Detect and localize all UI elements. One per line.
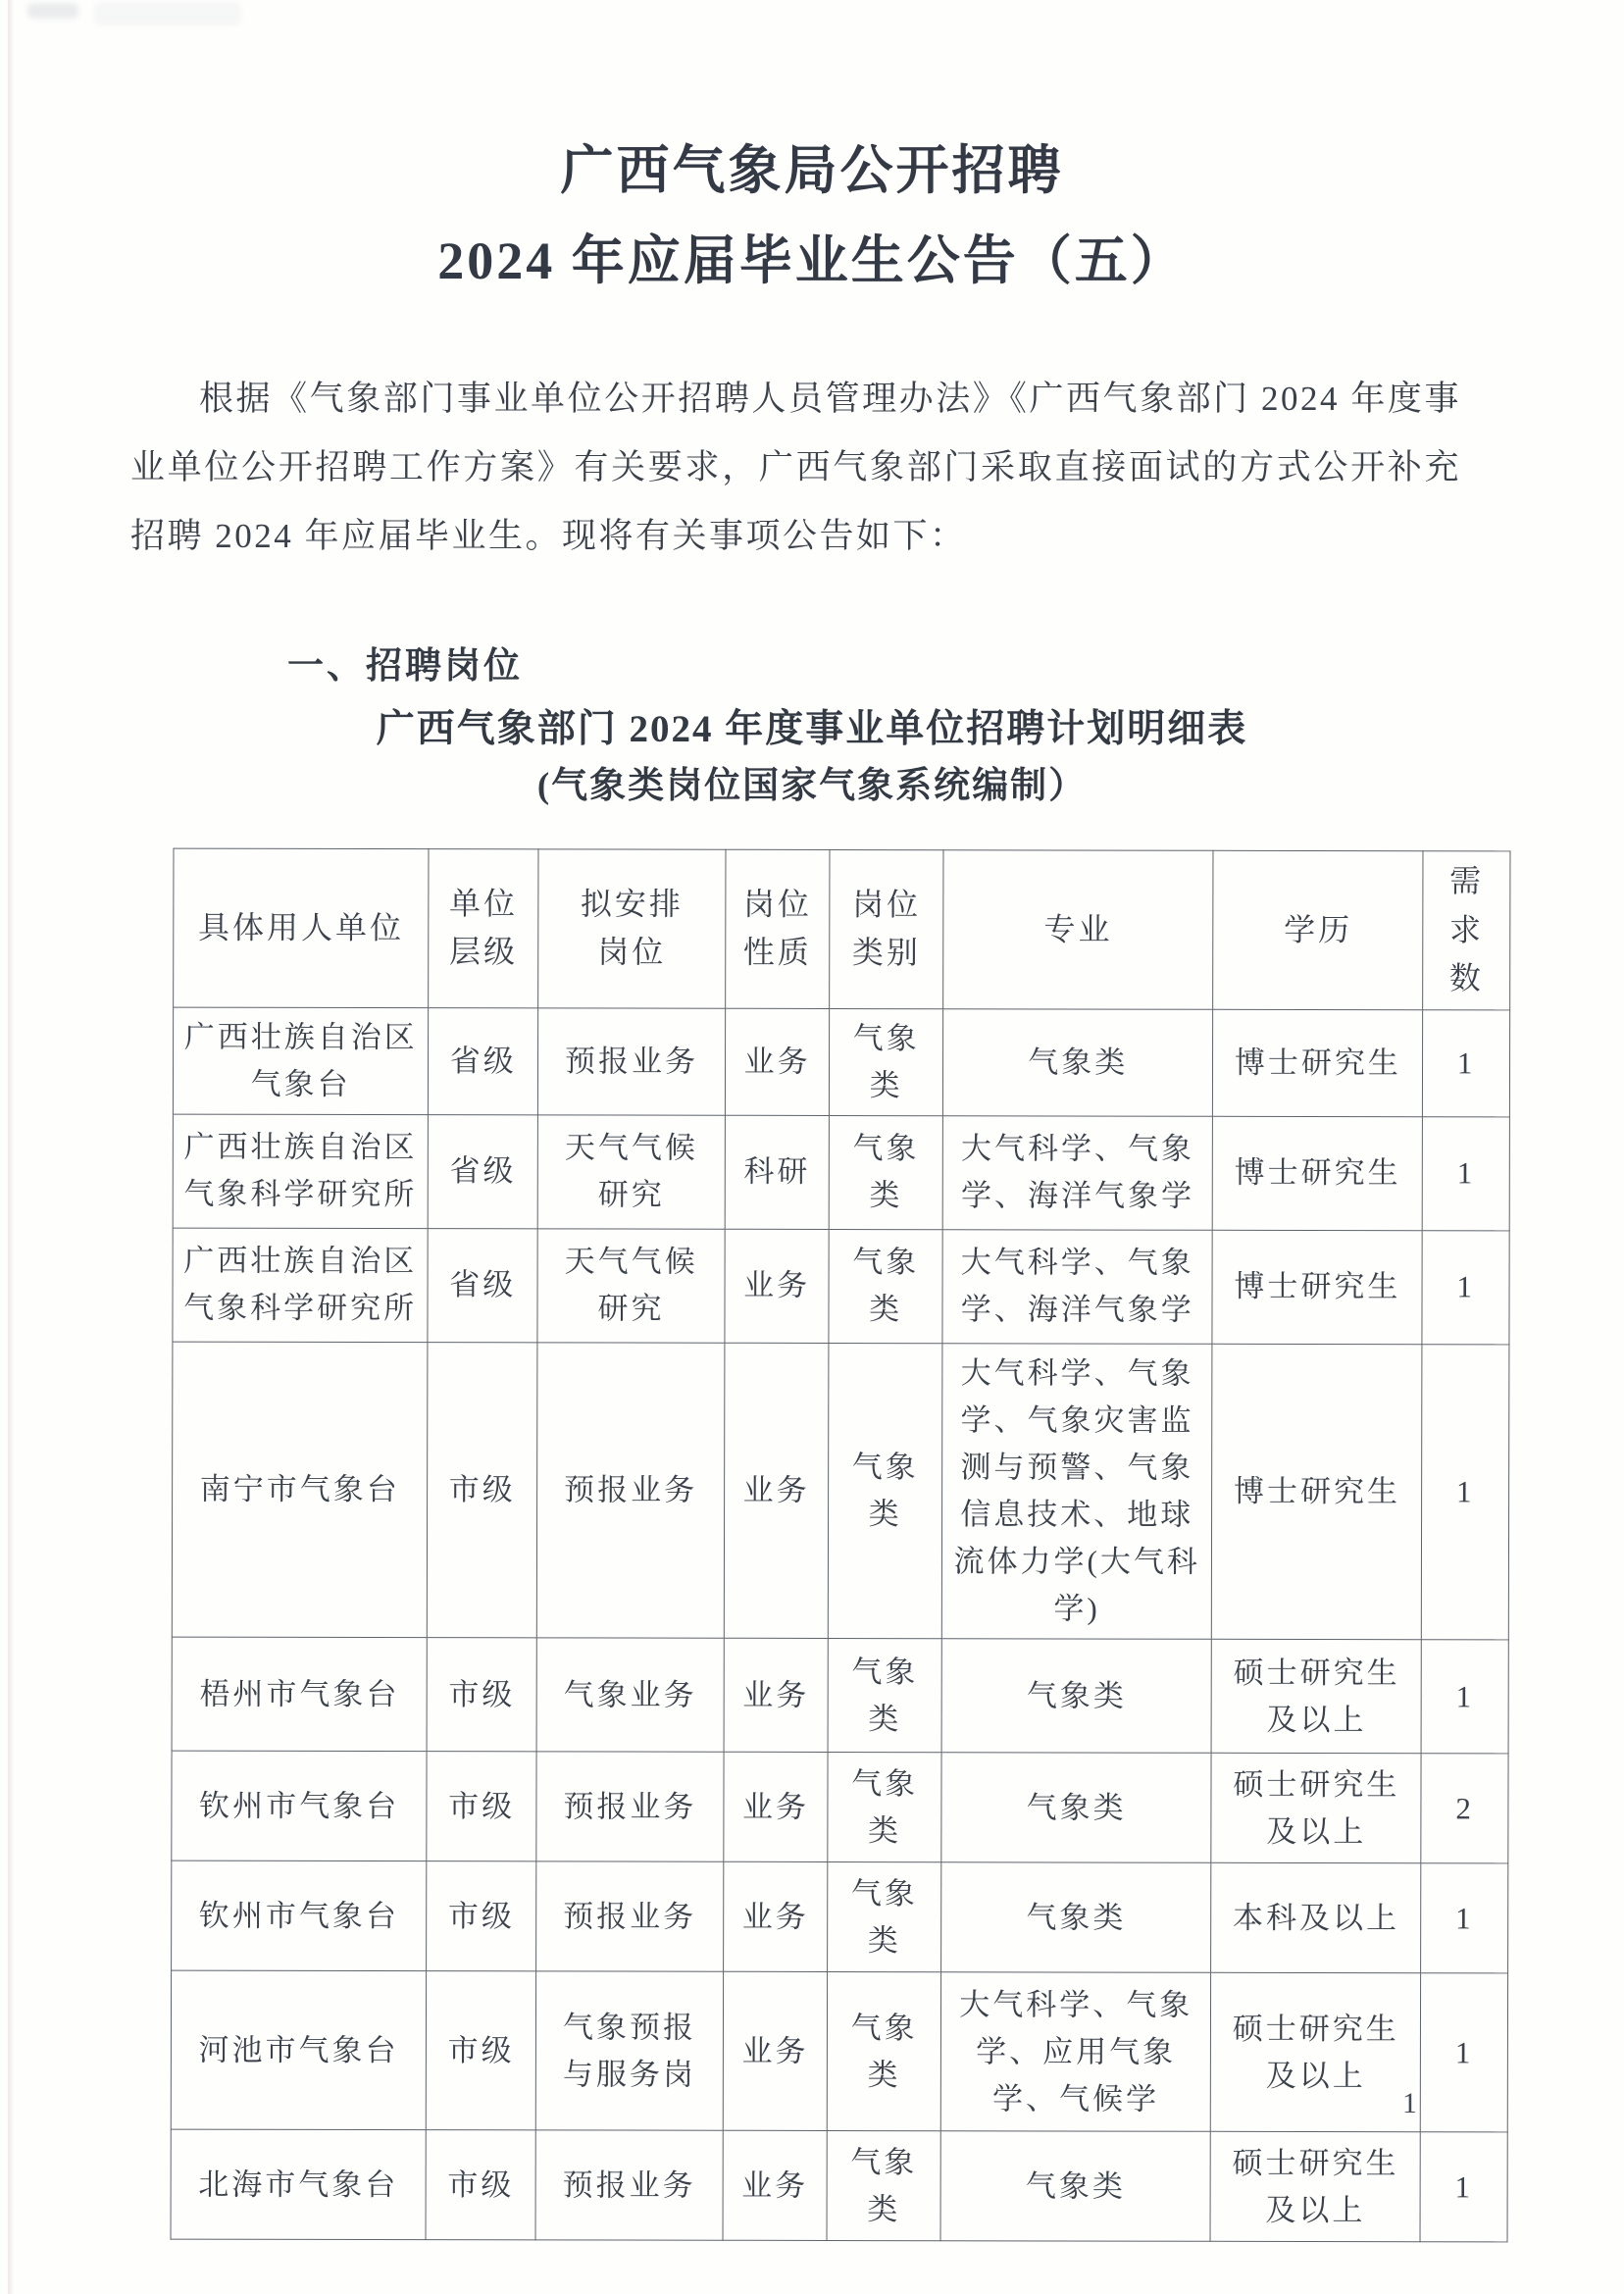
table-title: 广西气象部门 2024 年度事业单位招聘计划明细表 [376,708,1248,750]
table-header-cell: 专业 [943,850,1214,1009]
table-cell: 气象类 [827,1972,940,2131]
table-cell: 大气科学、气象学、气象灾害监测与预警、气象信息技术、地球流体力学(大气科学) [941,1344,1212,1640]
table-row [171,1970,1507,2132]
table-cell: 气象类 [827,2131,940,2241]
table-row [173,1007,1509,1117]
table-cell: 气象类 [829,1229,942,1343]
table-cell: 科研 [725,1115,830,1229]
table-cell: 硕士研究生及以上 [1210,2131,1420,2241]
table-cell: 本科及以上 [1211,1862,1421,1972]
table-cell: 市级 [427,1971,536,2130]
title-line-2: 2024 年应届毕业生公告（五） [437,231,1187,290]
page-number: 1 [1402,2087,1418,2119]
table-cell: 预报业务 [535,2130,723,2240]
table-cell: 气象类 [941,1753,1212,1863]
table-cell: 气象预报与服务岗 [535,1971,723,2130]
table-cell: 省级 [429,1114,538,1228]
table-cell: 硕士研究生及以上 [1211,1639,1421,1753]
table-cell: 业务 [725,1229,830,1343]
table-cell: 业务 [723,1861,828,1971]
table-header-cell: 学历 [1213,850,1423,1009]
table-cell: 广西壮族自治区气象台 [173,1007,429,1115]
table-cell: 气象类 [940,2131,1211,2242]
table-cell: 博士研究生 [1212,1344,1423,1640]
table-cell: 南宁市气象台 [172,1342,428,1638]
table-cell: 业务 [725,1008,830,1115]
table-cell: 预报业务 [536,1861,724,1971]
table-cell: 市级 [427,1752,536,1861]
table-cell: 业务 [723,2130,828,2240]
table-cell: 气象类 [829,1115,942,1229]
table-cell: 博士研究生 [1212,1230,1422,1344]
table-cell: 省级 [428,1228,537,1342]
table-cell: 气象业务 [536,1638,724,1752]
table-cell: 1 [1421,1640,1508,1754]
table-cell: 大气科学、气象学、海洋气象学 [942,1230,1213,1345]
table-cell: 气象类 [942,1008,1213,1116]
table-cell: 省级 [429,1007,538,1114]
table-cell: 预报业务 [538,1008,726,1115]
table-cell: 市级 [427,1861,536,1971]
table-row [173,1228,1509,1345]
table-cell: 气象类 [830,1008,943,1115]
table-cell: 气象类 [941,1639,1212,1754]
table-cell: 钦州市气象台 [172,1751,428,1861]
section-heading-recruitment-positions: 一、招聘岗位 [287,646,523,687]
recruitment-table [171,848,1511,2243]
table-cell: 广西壮族自治区气象科学研究所 [173,1114,429,1229]
table-cell: 博士研究生 [1213,1116,1423,1230]
scan-smudge-artifact [94,2,241,25]
table-header-cell: 岗位 性质 [726,849,831,1008]
intro-paragraph: 根据《气象部门事业单位公开招聘人员管理办法》《广西气象部门 2024 年度事业单位公开招聘工作方案》有关要求，广西气象部门采取直接面试的方式公开补充招聘 2024 年应届毕业生。现将有关事项公告如下： [130,380,1461,555]
table-cell: 博士研究生 [1213,1009,1423,1117]
table-row [171,2129,1507,2242]
table-cell: 硕士研究生及以上 [1211,1753,1421,1862]
table-cell: 1 [1423,1010,1510,1117]
table-cell: 气象类 [828,1862,941,1972]
table-cell: 1 [1422,1345,1509,1640]
table-row [172,1637,1508,1754]
table-header-cell: 岗位 类别 [830,849,943,1008]
table-cell: 广西壮族自治区气象科学研究所 [173,1228,429,1343]
table-cell: 1 [1420,2132,1507,2242]
table-header-row [174,848,1510,1010]
table-cell: 梧州市气象台 [172,1637,428,1752]
table-cell: 预报业务 [536,1752,724,1861]
table-cell: 1 [1423,1117,1510,1231]
table-cell: 硕士研究生及以上 [1211,1972,1421,2131]
table-header-cell: 具体用人单位 [174,848,430,1007]
table-cell: 1 [1421,1863,1508,1973]
table-header-cell: 单位 层级 [429,849,538,1008]
table-cell: 2 [1421,1754,1508,1863]
table-cell: 天气气候研究 [537,1115,725,1229]
document-title [0,126,1624,306]
table-cell: 市级 [428,1342,537,1638]
title-line-1: 广西气象局公开招聘 [560,141,1064,200]
table-cell: 气象类 [828,1753,941,1862]
table-cell: 预报业务 [536,1343,724,1639]
table-row [172,1342,1509,1640]
table-cell: 河池市气象台 [171,1970,427,2130]
table-cell: 气象类 [829,1343,942,1639]
table-head [174,848,1510,1010]
table-cell: 1 [1421,1973,1508,2132]
scan-edge-artifact [8,0,14,2294]
table-cell: 大气科学、气象学、应用气象学、气候学 [940,1972,1211,2132]
table-cell: 业务 [724,1343,829,1639]
table-header-cell: 需求 数 [1423,851,1510,1010]
table-cell: 钦州市气象台 [172,1861,428,1971]
table-row [173,1114,1509,1231]
table-cell: 天气气候研究 [537,1229,725,1343]
table-cell: 业务 [724,1638,829,1752]
table-cell: 市级 [427,1638,536,1752]
table-row [172,1861,1508,1973]
table-cell: 大气科学、气象学、海洋气象学 [942,1116,1213,1231]
table-cell: 市级 [426,2130,535,2240]
scan-smudge-artifact [27,3,78,19]
table-body [171,1007,1510,2242]
table-subtitle: (气象类岗位国家气象系统编制） [536,766,1088,806]
table-cell: 气象类 [941,1862,1212,1973]
table-cell: 北海市气象台 [171,2129,427,2240]
table-header-cell: 拟安排 岗位 [538,849,726,1008]
table-cell: 业务 [724,1752,829,1861]
table-cell: 1 [1422,1231,1509,1345]
table-cell: 业务 [723,1971,828,2130]
table-row [172,1751,1508,1863]
table-cell: 气象类 [828,1639,941,1753]
